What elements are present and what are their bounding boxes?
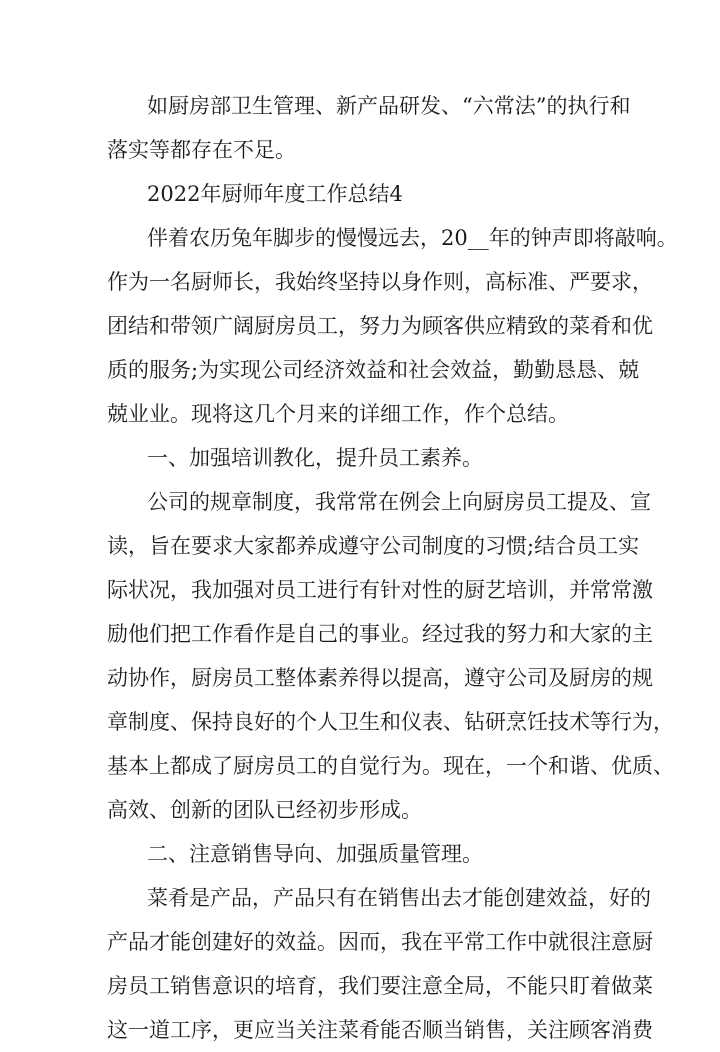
- text-line-6: [0, 304, 720, 348]
- text-line-16-content: 基本上都成了厨房员工的自觉行为。现在，一个和谐、优质、: [107, 754, 674, 778]
- text-line-11: [0, 524, 720, 568]
- text-line-10-content: 公司的规章制度，我常常在例会上向厨房员工提及、宣: [147, 490, 651, 514]
- text-line-16: [0, 744, 720, 788]
- text-line-22: [0, 1008, 720, 1052]
- text-line-22-content: 这一道工序，更应当关注菜肴能否顺当销售，关注顾客消费: [107, 1018, 653, 1042]
- text-line-11-content: 读，旨在要求大家都养成遵守公司制度的习惯;结合员工实: [107, 534, 640, 558]
- text-line-8-content: 兢业业。现将这几个月来的详细工作，作个总结。: [107, 402, 569, 426]
- text-line-4-content: 伴着农历兔年脚步的慢慢远去，20__年的钟声即将敲响。: [147, 226, 678, 250]
- text-line-20-content: 产品才能创建好的效益。因而，我在平常工作中就很注意厨: [107, 930, 653, 954]
- heading-2: [0, 832, 720, 876]
- heading-1-content: 一、加强培训教化，提升员工素养。: [147, 446, 483, 470]
- text-line-14: [0, 656, 720, 700]
- text-line-21-content: 房员工销售意识的培育，我们要注意全局，不能只盯着做菜: [107, 974, 653, 998]
- text-line-15: [0, 700, 720, 744]
- heading-1: [0, 436, 720, 480]
- text-line-7: [0, 348, 720, 392]
- text-line-20: [0, 920, 720, 964]
- text-line-8: [0, 392, 720, 436]
- text-line-1: [0, 84, 720, 128]
- text-line-1-content: 如厨房部卫生管理、新产品研发、“六常法”的执行和: [147, 94, 631, 118]
- text-line-19: [0, 876, 720, 920]
- text-line-13-content: 励他们把工作看作是自己的事业。经过我的努力和大家的主: [107, 622, 653, 646]
- text-line-6-content: 团结和带领广阔厨房员工，努力为顾客供应精致的菜肴和优: [107, 314, 653, 338]
- section-title: [0, 172, 720, 216]
- text-line-15-content: 章制度、保持良好的个人卫生和仪表、钻研烹饪技术等行为，: [107, 710, 674, 734]
- text-line-13: [0, 612, 720, 656]
- text-line-17-content: 高效、创新的团队已经初步形成。: [107, 798, 422, 822]
- text-line-5-content: 作为一名厨师长，我始终坚持以身作则，高标准、严要求，: [107, 270, 653, 294]
- heading-2-content: 二、注意销售导向、加强质量管理。: [147, 842, 483, 866]
- text-line-2: [0, 128, 720, 172]
- text-line-12-content: 际状况，我加强对员工进行有针对性的厨艺培训，并常常激: [107, 578, 653, 602]
- text-line-12: [0, 568, 720, 612]
- text-line-14-content: 动协作，厨房员工整体素养得以提高，遵守公司及厨房的规: [107, 666, 653, 690]
- text-line-21: [0, 964, 720, 1008]
- text-line-4: [0, 216, 720, 260]
- section-title-content: 2022年厨师年度工作总结4: [147, 182, 403, 206]
- text-line-7-content: 质的服务;为实现公司经济效益和社会效益，勤勤恳恳、兢: [107, 358, 640, 382]
- text-line-10: [0, 480, 720, 524]
- text-line-17: [0, 788, 720, 832]
- text-line-19-content: 菜肴是产品，产品只有在销售出去才能创建效益，好的: [147, 886, 651, 910]
- text-line-2-content: 落实等都存在不足。: [107, 138, 296, 162]
- text-line-5: [0, 260, 720, 304]
